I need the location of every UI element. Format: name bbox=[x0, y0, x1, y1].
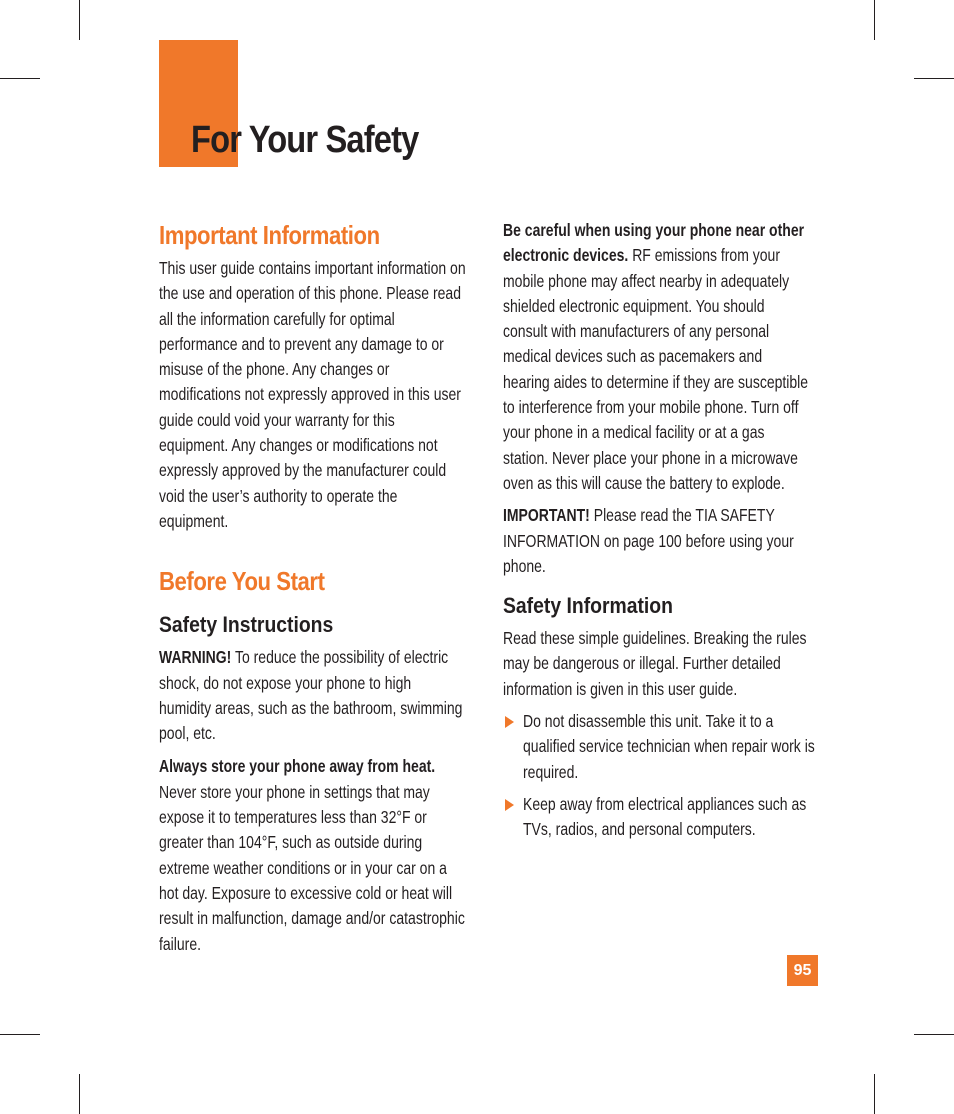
page-number: 95 bbox=[787, 955, 818, 986]
electronic-lead: Be careful when using your phone near other electronic devices. bbox=[503, 220, 805, 266]
important-lead: IMPORTANT! bbox=[503, 505, 590, 526]
left-column bbox=[159, 218, 519, 957]
list-item bbox=[503, 709, 863, 785]
important-body: Please read the TIA SAFETY INFORMATION on page 100 before using your phone. bbox=[503, 505, 794, 576]
electronic-devices-paragraph bbox=[503, 218, 811, 496]
crop-mark bbox=[914, 78, 954, 79]
warning-body: To reduce the possibility of electric shock, do not expose your phone to high humidity areas, such as the bathroom, swimming pool, etc. bbox=[159, 647, 463, 744]
important-information-heading: Important Information bbox=[159, 220, 380, 250]
right-column bbox=[503, 218, 863, 843]
important-information-body: This user guide contains important information on the use and operation of this phone. Please read all the information carefully for optimal performance and to prevent any damage to or misuse of the phone. Any changes or modifications not expressly approved in this user guide could void your warranty for this equipment. Any changes or modifications not expressly approved by the manufacturer could void the user’s authority to operate the equipment. bbox=[159, 258, 466, 531]
bullet-arrow-icon bbox=[505, 799, 514, 811]
page-title: For Your Safety bbox=[191, 119, 419, 161]
important-paragraph bbox=[503, 503, 811, 579]
crop-mark bbox=[874, 0, 875, 40]
crop-mark bbox=[0, 78, 40, 79]
heat-body: Never store your phone in settings that may expose it to temperatures less than 32°F or greater than 104°F, such as outside during extreme weather conditions or in your car on a hot day. Exposure to excessive cold or heat will result in malfunction, damage and/or catastrophic failure. bbox=[159, 781, 465, 954]
safety-instructions-heading: Safety Instructions bbox=[159, 612, 334, 638]
bullet-text: Keep away from electrical appliances such as TVs, radios, and personal computers. bbox=[523, 793, 807, 840]
crop-mark bbox=[79, 1074, 80, 1114]
list-item bbox=[503, 792, 863, 843]
crop-mark bbox=[914, 1034, 954, 1035]
warning-lead: WARNING! bbox=[159, 647, 232, 668]
crop-mark bbox=[79, 0, 80, 40]
bullet-arrow-icon bbox=[505, 716, 514, 728]
safety-information-body: Read these simple guidelines. Breaking the rules may be dangerous or illegal. Further detailed information is given in this user guide. bbox=[503, 628, 807, 699]
warning-paragraph bbox=[159, 645, 467, 746]
crop-mark bbox=[0, 1034, 40, 1035]
safety-information-heading: Safety Information bbox=[503, 593, 673, 619]
electronic-body: RF emissions from your mobile phone may affect nearby in adequately shielded electronic equipment. You should consult with manufacturers of any personal medical devices such as pacemakers and hearing aides to determine if they are susceptible to interference from your mobile phone. Turn off your phone in a medical facility or at a gas station. Never place your phone in a microwave oven as this will cause the battery to explode. bbox=[503, 245, 809, 493]
bullet-text: Do not disassemble this unit. Take it to a qualified service technician when repair work is required. bbox=[523, 711, 815, 782]
heat-paragraph bbox=[159, 754, 467, 956]
heat-lead: Always store your phone away from heat. bbox=[159, 756, 436, 777]
before-you-start-heading: Before You Start bbox=[159, 566, 325, 597]
crop-mark bbox=[874, 1074, 875, 1114]
